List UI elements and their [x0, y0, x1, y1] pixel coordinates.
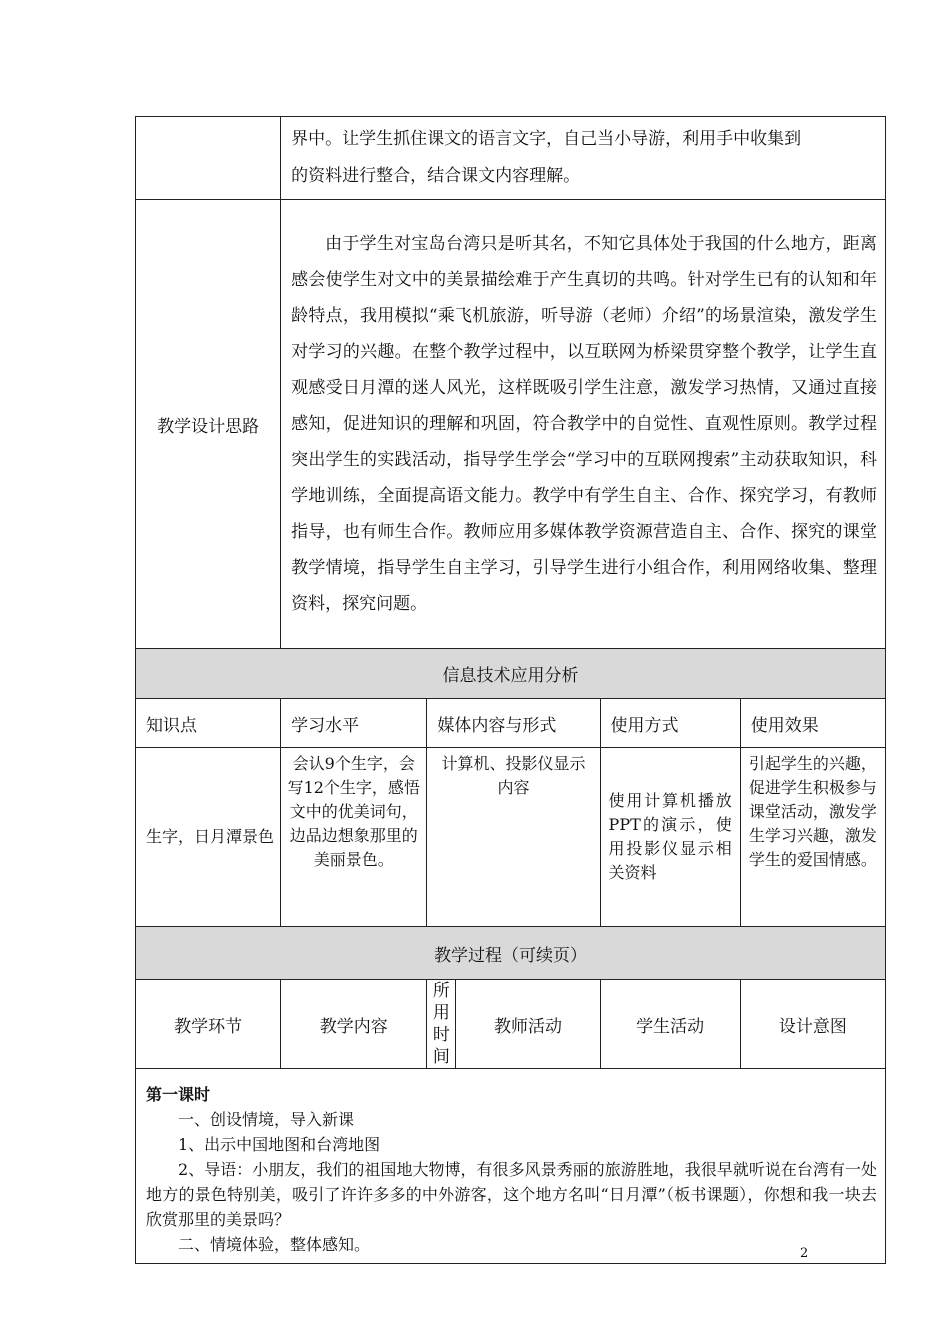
process-line-4: 二、情境体验，整体感知。 [178, 1234, 371, 1254]
process-line-3: 2、导语：小朋友，我们的祖国地大物博，有很多风景秀丽的旅游胜地，我很早就听说在台湾有一处地方的景色特别美，吸引了许许多多的中外游客，这个地方名叫“日月潭”（板书课题），你想和我一块去欣赏那里的美景吗？ [146, 1159, 877, 1229]
continuation-label-cell [136, 117, 281, 200]
design-ideas-text: 由于学生对宝岛台湾只是听其名，不知它具体处于我国的什么地方，距离感会使学生对文中的美景描绘难于产生真切的共鸣。针对学生已有的认知和年龄特点，我用模拟“乘飞机旅游，听导游（老师）介绍”的场景渲染，激发学生对学习的兴趣。在整个教学过程中，以互联网为桥梁贯穿整个教学，让学生直观感受日月潭的迷人风光，这样既吸引学生注意，激发学习热情，又通过直接感知，促进知识的理解和巩固，符合教学中的自觉性、直观性原则。教学过程突出学生的实践活动，指导学生学会“学习中的互联网搜索”主动获取知识，科学地训练，全面提高语文能力。教学中有学生自主、合作、探究学习，有教师指导，也有师生合作。教师应用多媒体教学资源营造自主、合作、探究的课堂教学情境，指导学生自主学习，引导学生进行小组合作，利用网络收集、整理资料，探究问题。 [291, 234, 877, 614]
cell-effect: 引起学生的兴趣，促进学生积极参与课堂活动，激发学生学习兴趣，激发学生的爱国情感。 [740, 748, 885, 927]
process-header-row [136, 980, 886, 1069]
design-ideas-label: 教学设计思路 [136, 200, 281, 649]
cell-level: 会认9个生字，会写12个生字，感悟文中的优美词句，边品边想象那里的美丽景色。 [281, 748, 427, 927]
header-time: 所用时间 [427, 980, 456, 1069]
process-line-2: 1、出示中国地图和台湾地图 [178, 1134, 381, 1154]
header-level: 学习水平 [281, 699, 427, 748]
it-analysis-data-row [136, 748, 886, 927]
process-title: 教学过程（可续页） [136, 927, 886, 980]
it-analysis-heading-row [136, 649, 886, 699]
cell-usage: 使用计算机播放PPT的演示，使用投影仪显示相关资料 [600, 748, 740, 927]
design-ideas-row [136, 200, 886, 649]
it-analysis-title: 信息技术应用分析 [136, 649, 886, 699]
design-ideas-text-cell [281, 200, 886, 649]
cell-knowledge: 生字，日月潭景色 [136, 748, 281, 927]
header-teacher: 教师活动 [456, 980, 600, 1069]
continuation-line-1: 界中。让学生抓住课文的语言文字，自己当小导游，利用手中收集到 [291, 129, 802, 149]
cell-media: 计算机、投影仪显示内容 [427, 748, 600, 927]
header-intent: 设计意图 [740, 980, 885, 1069]
process-content-row [136, 1069, 886, 1264]
it-analysis-header-row [136, 699, 886, 748]
header-phase: 教学环节 [136, 980, 281, 1069]
lesson-title: 第一课时 [146, 1084, 211, 1104]
header-student: 学生活动 [600, 980, 740, 1069]
header-knowledge: 知识点 [136, 699, 281, 748]
continuation-line-2: 的资料进行整合，结合课文内容理解。 [291, 166, 581, 186]
continuation-text-cell [281, 117, 886, 200]
process-line-1: 一、创设情境，导入新课 [178, 1109, 355, 1129]
header-usage: 使用方式 [600, 699, 740, 748]
header-effect: 使用效果 [740, 699, 885, 748]
page-number: 2 [800, 1246, 809, 1261]
header-content: 教学内容 [281, 980, 427, 1069]
header-media: 媒体内容与形式 [427, 699, 600, 748]
continuation-row [136, 117, 886, 200]
process-heading-row [136, 927, 886, 980]
lesson-plan-table [135, 116, 886, 1264]
process-content-cell [136, 1069, 886, 1264]
